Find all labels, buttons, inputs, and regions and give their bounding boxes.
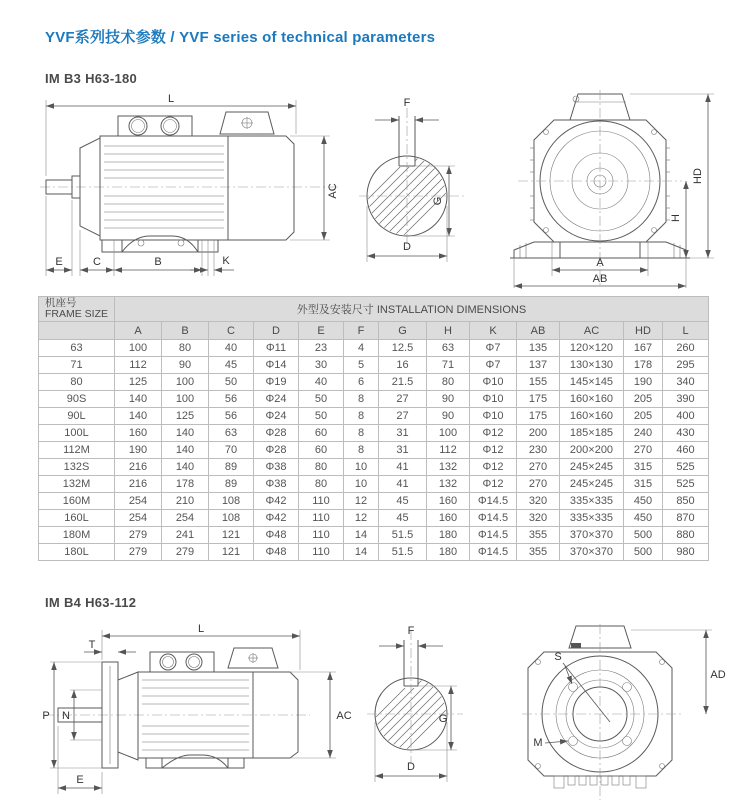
dimension-cell: 40: [209, 340, 254, 357]
page-title: YVF系列技术参数 / YVF series of technical parameters: [45, 29, 436, 46]
dimension-cell: Φ38: [254, 476, 299, 493]
dimension-cell: Φ14.5: [470, 544, 517, 561]
dimension-cell: 110: [299, 527, 344, 544]
column-header: A: [115, 322, 162, 340]
dimension-cell: Φ42: [254, 510, 299, 527]
dimension-cell: 340: [663, 374, 709, 391]
dimension-cell: 200: [517, 425, 560, 442]
dimension-cell: 167: [624, 340, 663, 357]
dimension-cell: 71: [427, 357, 470, 374]
table-row: [39, 340, 709, 357]
dimension-cell: 31: [379, 442, 427, 459]
dimension-cell: 279: [115, 544, 162, 561]
dimension-cell: 315: [624, 459, 663, 476]
dimension-cell: 12: [344, 510, 379, 527]
dimension-cell: 60: [299, 425, 344, 442]
dimension-cell: 51.5: [379, 544, 427, 561]
dimension-cell: 56: [209, 391, 254, 408]
dimension-cell: 45: [379, 510, 427, 527]
section-b4-heading: IM B4 H63-112: [45, 595, 137, 611]
dimension-cell: 110: [299, 510, 344, 527]
dim-label-g: G: [432, 196, 444, 206]
dimension-cell: 450: [624, 510, 663, 527]
dimension-cell: 400: [663, 408, 709, 425]
dimension-cell: 80: [427, 374, 470, 391]
dimension-cell: 205: [624, 408, 663, 425]
b4-side-view-drawing: [38, 622, 358, 807]
dimension-cell: 460: [663, 442, 709, 459]
dimension-cell: 175: [517, 408, 560, 425]
table-row: [39, 374, 709, 391]
dimension-cell: 870: [663, 510, 709, 527]
dimension-cell: Φ14.5: [470, 493, 517, 510]
table-row: [39, 357, 709, 374]
dimension-cell: 31: [379, 425, 427, 442]
dimension-cell: 210: [162, 493, 209, 510]
dimension-cell: 121: [209, 527, 254, 544]
frame-size-header-zh: 机座号: [45, 297, 77, 309]
dimension-cell: 80: [299, 476, 344, 493]
dimension-cell: Φ12: [470, 442, 517, 459]
dimension-cell: 370×370: [560, 544, 624, 561]
section-b4-drawings: [38, 622, 730, 807]
dimension-cell: 355: [517, 544, 560, 561]
dimension-cell: Φ14.5: [470, 510, 517, 527]
dimension-cell: 335×335: [560, 510, 624, 527]
dim-label-ab: AB: [592, 273, 608, 285]
dim-label-t: T: [88, 639, 96, 652]
dimension-cell: 56: [209, 408, 254, 425]
dimension-cell: 140: [115, 408, 162, 425]
frame-size-cell: 63: [39, 340, 115, 357]
dimension-cell: 140: [162, 442, 209, 459]
dim-label-c: C: [93, 256, 101, 268]
dimension-cell: 178: [624, 357, 663, 374]
dimension-cell: 90: [162, 357, 209, 374]
dimension-cell: 112: [115, 357, 162, 374]
dimension-cell: 430: [663, 425, 709, 442]
dim-label-e: E: [55, 256, 63, 268]
dimension-cell: 27: [379, 408, 427, 425]
dimension-cell: 850: [663, 493, 709, 510]
dimension-cell: 185×185: [560, 425, 624, 442]
frame-size-cell: 160M: [39, 493, 115, 510]
dimension-cell: 500: [624, 544, 663, 561]
table-row: [39, 544, 709, 561]
column-header: F: [344, 322, 379, 340]
dimension-cell: 120×120: [560, 340, 624, 357]
dimension-cell: 41: [379, 459, 427, 476]
frame-size-cell: 180M: [39, 527, 115, 544]
dimension-cell: 10: [344, 476, 379, 493]
column-header: AC: [560, 322, 624, 340]
column-header: E: [299, 322, 344, 340]
dimension-cell: 12: [344, 493, 379, 510]
dimension-cell: 245×245: [560, 476, 624, 493]
dimension-cell: 315: [624, 476, 663, 493]
dimension-cell: 10: [344, 459, 379, 476]
frame-size-cell: 132M: [39, 476, 115, 493]
dimension-cell: 108: [209, 510, 254, 527]
dim-label-h: H: [670, 214, 682, 222]
frame-size-cell: 160L: [39, 510, 115, 527]
b3-side-view-drawing: [38, 90, 348, 290]
dimension-cell: 145×145: [560, 374, 624, 391]
dimension-cell: Φ14: [254, 357, 299, 374]
column-header: K: [470, 322, 517, 340]
dimension-cell: Φ10: [470, 374, 517, 391]
dimension-cell: 89: [209, 459, 254, 476]
dim-label-f: F: [403, 97, 411, 109]
dimension-cell: Φ7: [470, 340, 517, 357]
dimension-cell: Φ11: [254, 340, 299, 357]
dimension-cell: Φ7: [470, 357, 517, 374]
dim-label-ac2: AC: [336, 710, 352, 723]
dimension-cell: 110: [299, 544, 344, 561]
b3-shaft-view-drawing: [349, 90, 489, 290]
dimension-cell: 160: [115, 425, 162, 442]
dim-label-hd: HD: [692, 168, 704, 184]
dimension-cell: 137: [517, 357, 560, 374]
dim-label-n: N: [62, 710, 70, 723]
dimension-cell: Φ48: [254, 544, 299, 561]
frame-size-cell: 90S: [39, 391, 115, 408]
dimension-cell: Φ38: [254, 459, 299, 476]
dimension-cell: 180: [427, 544, 470, 561]
dimension-cell: 100: [162, 374, 209, 391]
dimension-cell: 230: [517, 442, 560, 459]
dimension-cell: 270: [517, 459, 560, 476]
dimension-cell: 525: [663, 476, 709, 493]
table-row: [39, 510, 709, 527]
dim-label-m: M: [533, 737, 543, 750]
dimension-cell: 270: [624, 442, 663, 459]
dimension-cell: 12.5: [379, 340, 427, 357]
dimension-cell: Φ28: [254, 425, 299, 442]
dimension-cell: 130×130: [560, 357, 624, 374]
dimension-cell: 121: [209, 544, 254, 561]
dimension-cell: Φ19: [254, 374, 299, 391]
frame-size-cell: 71: [39, 357, 115, 374]
dimension-cell: 254: [115, 510, 162, 527]
dimension-cell: 135: [517, 340, 560, 357]
dimension-cell: 279: [115, 527, 162, 544]
dimension-cell: 89: [209, 476, 254, 493]
dimension-cell: 155: [517, 374, 560, 391]
b4-shaft-view-drawing: [359, 622, 479, 807]
dimension-cell: 240: [624, 425, 663, 442]
dimension-cell: 279: [162, 544, 209, 561]
installation-dimensions-table: [38, 296, 709, 561]
dimension-cell: 45: [209, 357, 254, 374]
dimension-cell: 90: [427, 408, 470, 425]
dimension-cell: 190: [115, 442, 162, 459]
dimension-cell: 8: [344, 425, 379, 442]
dimension-cell: 132: [427, 459, 470, 476]
column-header: HD: [624, 322, 663, 340]
dimension-cell: 100: [427, 425, 470, 442]
dimension-cell: 216: [115, 476, 162, 493]
dim-label-p: P: [42, 710, 50, 723]
dimension-cell: 80: [299, 459, 344, 476]
section-b3-heading: IM B3 H63-180: [45, 71, 138, 86]
dimension-cell: Φ24: [254, 408, 299, 425]
dimension-cell: 8: [344, 408, 379, 425]
dimension-cell: Φ12: [470, 425, 517, 442]
dim-label-ad: AD: [710, 669, 726, 682]
dimension-cell: 90: [427, 391, 470, 408]
dimension-cell: 270: [517, 476, 560, 493]
dimension-cell: Φ28: [254, 442, 299, 459]
dimension-cell: 320: [517, 493, 560, 510]
dimension-cell: 125: [115, 374, 162, 391]
dimension-cell: 112: [427, 442, 470, 459]
dimension-cell: 14: [344, 527, 379, 544]
dim-label-a: A: [596, 257, 604, 269]
column-header: G: [379, 322, 427, 340]
dimension-cell: 30: [299, 357, 344, 374]
b3-front-view-drawing: [490, 90, 730, 290]
dimension-cell: 70: [209, 442, 254, 459]
dimension-cell: 21.5: [379, 374, 427, 391]
table-row: [39, 459, 709, 476]
dimension-cell: Φ10: [470, 408, 517, 425]
dimension-cell: 160: [427, 493, 470, 510]
dimension-cell: 80: [162, 340, 209, 357]
dimension-cell: 160×160: [560, 391, 624, 408]
frame-size-cell: 180L: [39, 544, 115, 561]
dimension-cell: 245×245: [560, 459, 624, 476]
dimension-cell: 880: [663, 527, 709, 544]
column-header: D: [254, 322, 299, 340]
dimension-cell: 190: [624, 374, 663, 391]
dimension-cell: 140: [115, 391, 162, 408]
table-row: [39, 476, 709, 493]
dimension-cell: 63: [427, 340, 470, 357]
dimension-cell: 178: [162, 476, 209, 493]
dimension-cell: Φ10: [470, 391, 517, 408]
dim-label-g2: G: [438, 713, 448, 726]
dimension-cell: Φ12: [470, 459, 517, 476]
table-row: [39, 425, 709, 442]
column-header: AB: [517, 322, 560, 340]
dimension-cell: 980: [663, 544, 709, 561]
dimension-cell: 110: [299, 493, 344, 510]
dimension-cell: 200×200: [560, 442, 624, 459]
column-header: B: [162, 322, 209, 340]
dim-label-l2: L: [197, 623, 205, 636]
dim-label-ac: AC: [327, 183, 339, 199]
dimension-cell: 16: [379, 357, 427, 374]
table-row: [39, 391, 709, 408]
dimension-cell: 216: [115, 459, 162, 476]
table-row: [39, 408, 709, 425]
table-row: [39, 442, 709, 459]
dimension-cell: 254: [162, 510, 209, 527]
dim-label-b: B: [154, 256, 162, 268]
table-header-row-1: [39, 297, 709, 322]
b4-flange-view-drawing: [480, 622, 730, 807]
dimension-cell: 100: [115, 340, 162, 357]
frame-size-cell: 112M: [39, 442, 115, 459]
dimension-cell: 63: [209, 425, 254, 442]
dimension-cell: 335×335: [560, 493, 624, 510]
dimension-cell: 60: [299, 442, 344, 459]
dimension-cell: Φ12: [470, 476, 517, 493]
dimension-cell: 370×370: [560, 527, 624, 544]
dimension-cell: 27: [379, 391, 427, 408]
frame-size-header-en: FRAME SIZE: [45, 308, 109, 321]
section-b3-drawings: [38, 90, 730, 290]
column-header: C: [209, 322, 254, 340]
dimension-cell: 14: [344, 544, 379, 561]
dimension-cell: 45: [379, 493, 427, 510]
dimension-cell: 180: [427, 527, 470, 544]
dimension-cell: 450: [624, 493, 663, 510]
dim-label-d2: D: [407, 761, 415, 774]
dimension-cell: Φ42: [254, 493, 299, 510]
dimension-cell: 295: [663, 357, 709, 374]
dimension-cell: 5: [344, 357, 379, 374]
dim-label-l: L: [167, 93, 175, 105]
dim-label-f2: F: [407, 625, 415, 638]
dimension-cell: Φ48: [254, 527, 299, 544]
dimension-cell: 241: [162, 527, 209, 544]
dimension-cell: 140: [162, 425, 209, 442]
dimension-cell: 8: [344, 442, 379, 459]
dimension-cell: 160: [427, 510, 470, 527]
installation-dimensions-header: 外型及安装尺寸 INSTALLATION DIMENSIONS: [115, 297, 709, 322]
dimension-cell: 4: [344, 340, 379, 357]
dimension-cell: Φ24: [254, 391, 299, 408]
dimension-cell: 50: [299, 391, 344, 408]
frame-size-cell: 132S: [39, 459, 115, 476]
frame-size-blank-cell: [39, 322, 115, 340]
dimension-cell: 254: [115, 493, 162, 510]
dimension-cell: 260: [663, 340, 709, 357]
dimension-cell: 23: [299, 340, 344, 357]
table-row: [39, 493, 709, 510]
frame-size-cell: 90L: [39, 408, 115, 425]
dimension-cell: 8: [344, 391, 379, 408]
dimension-cell: 40: [299, 374, 344, 391]
dimension-cell: 50: [299, 408, 344, 425]
table-row: [39, 527, 709, 544]
dimension-cell: 6: [344, 374, 379, 391]
dimension-cell: 525: [663, 459, 709, 476]
dimension-cell: 320: [517, 510, 560, 527]
dim-label-d: D: [403, 241, 411, 253]
dimension-cell: 160×160: [560, 408, 624, 425]
frame-size-cell: 100L: [39, 425, 115, 442]
dimension-cell: 355: [517, 527, 560, 544]
dim-label-s: S: [554, 651, 562, 664]
table-header-row-2: [39, 322, 709, 340]
dimension-cell: 108: [209, 493, 254, 510]
dimension-cell: 500: [624, 527, 663, 544]
dimension-cell: 140: [162, 459, 209, 476]
column-header: L: [663, 322, 709, 340]
dimension-cell: 100: [162, 391, 209, 408]
dimension-cell: 41: [379, 476, 427, 493]
dimension-cell: 132: [427, 476, 470, 493]
dim-label-e2: E: [76, 774, 84, 787]
column-header: H: [427, 322, 470, 340]
dimension-cell: 390: [663, 391, 709, 408]
dimension-cell: 51.5: [379, 527, 427, 544]
dimension-cell: 125: [162, 408, 209, 425]
dim-label-k: K: [222, 255, 230, 267]
dimension-cell: Φ14.5: [470, 527, 517, 544]
dimension-cell: 50: [209, 374, 254, 391]
dimension-cell: 205: [624, 391, 663, 408]
frame-size-header: [39, 297, 115, 322]
dimension-cell: 175: [517, 391, 560, 408]
frame-size-cell: 80: [39, 374, 115, 391]
